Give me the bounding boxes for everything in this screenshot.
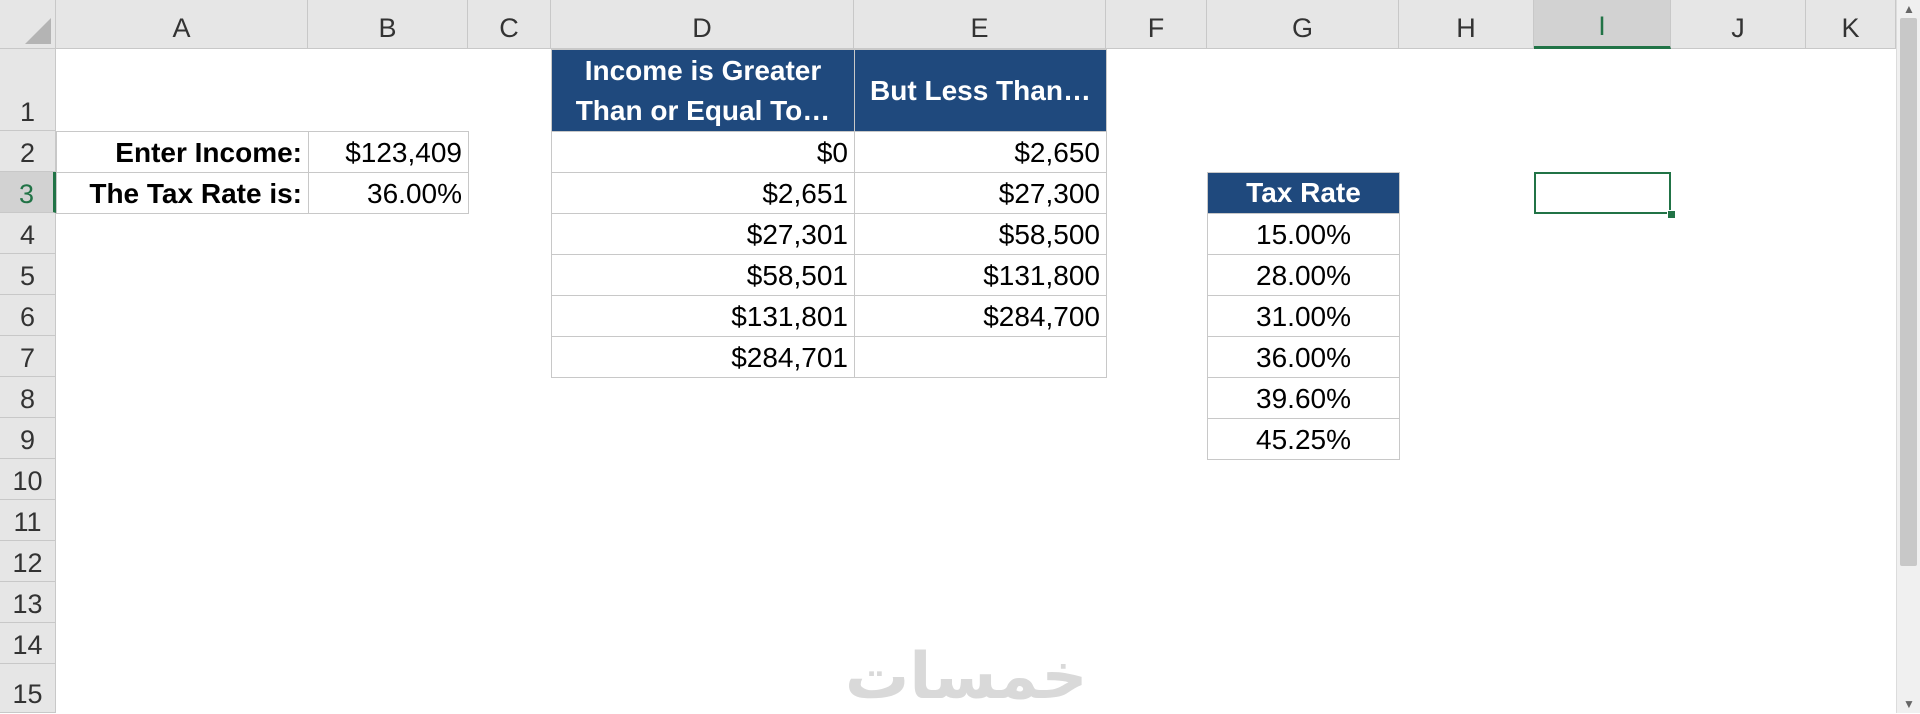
income-input-cell[interactable]: $123,409 [308, 131, 469, 173]
watermark-logo: خمسات [845, 640, 1088, 714]
rate-cell[interactable]: 28.00% [1207, 254, 1400, 296]
column-header-c[interactable]: C [468, 0, 551, 49]
row-header-11[interactable]: 11 [0, 500, 56, 541]
row-header-1[interactable]: 1 [0, 49, 56, 131]
column-header-b[interactable]: B [308, 0, 468, 49]
bracket-max-cell[interactable] [854, 336, 1107, 378]
column-header-i[interactable]: I [1534, 0, 1671, 49]
bracket-max-cell[interactable]: $284,700 [854, 295, 1107, 337]
scrollbar-thumb[interactable] [1900, 18, 1917, 566]
column-header-j[interactable]: J [1671, 0, 1806, 49]
column-header-g[interactable]: G [1207, 0, 1399, 49]
bracket-min-cell[interactable]: $131,801 [551, 295, 855, 337]
row-header-3[interactable]: 3 [0, 172, 56, 213]
select-all-corner[interactable] [0, 0, 56, 49]
vertical-scrollbar[interactable] [1896, 0, 1920, 713]
row-header-10[interactable]: 10 [0, 459, 56, 500]
scroll-down-icon[interactable]: ▼ [1903, 697, 1915, 711]
row-header-5[interactable]: 5 [0, 254, 56, 295]
row-header-13[interactable]: 13 [0, 582, 56, 623]
row-header-12[interactable]: 12 [0, 541, 56, 582]
bracket-max-cell[interactable]: $131,800 [854, 254, 1107, 296]
select-all-triangle-icon [25, 18, 51, 44]
column-header-a[interactable]: A [56, 0, 308, 49]
active-cell-selection[interactable] [1534, 172, 1671, 214]
bracket-max-cell[interactable]: $2,650 [854, 131, 1107, 173]
tax-rate-result-cell[interactable]: 36.00% [308, 172, 469, 214]
bracket-min-cell[interactable]: $2,651 [551, 172, 855, 214]
row-header-7[interactable]: 7 [0, 336, 56, 377]
enter-income-label[interactable]: Enter Income: [56, 131, 309, 173]
bracket-min-cell[interactable]: $58,501 [551, 254, 855, 296]
column-header-f[interactable]: F [1106, 0, 1207, 49]
row-header-9[interactable]: 9 [0, 418, 56, 459]
row-header-14[interactable]: 14 [0, 623, 56, 664]
column-header-d[interactable]: D [551, 0, 854, 49]
bracket-header-max[interactable]: But Less Than… [854, 49, 1107, 132]
row-header-2[interactable]: 2 [0, 131, 56, 172]
rate-cell[interactable]: 45.25% [1207, 418, 1400, 460]
row-header-15[interactable]: 15 [0, 664, 56, 713]
bracket-min-cell[interactable]: $27,301 [551, 213, 855, 255]
rate-cell[interactable]: 39.60% [1207, 377, 1400, 419]
row-header-6[interactable]: 6 [0, 295, 56, 336]
rate-table-header[interactable]: Tax Rate [1207, 172, 1400, 214]
rate-cell[interactable]: 36.00% [1207, 336, 1400, 378]
bracket-min-cell[interactable]: $0 [551, 131, 855, 173]
row-header-4[interactable]: 4 [0, 213, 56, 254]
tax-rate-label[interactable]: The Tax Rate is: [56, 172, 309, 214]
fill-handle[interactable] [1667, 210, 1676, 219]
scroll-up-icon[interactable]: ▲ [1903, 2, 1915, 16]
bracket-max-cell[interactable]: $27,300 [854, 172, 1107, 214]
column-header-h[interactable]: H [1399, 0, 1534, 49]
rate-cell[interactable]: 31.00% [1207, 295, 1400, 337]
column-header-e[interactable]: E [854, 0, 1106, 49]
bracket-header-min[interactable]: Income is Greater Than or Equal To… [551, 49, 855, 132]
rate-cell[interactable]: 15.00% [1207, 213, 1400, 255]
bracket-max-cell[interactable]: $58,500 [854, 213, 1107, 255]
row-header-8[interactable]: 8 [0, 377, 56, 418]
column-header-k[interactable]: K [1806, 0, 1896, 49]
bracket-min-cell[interactable]: $284,701 [551, 336, 855, 378]
